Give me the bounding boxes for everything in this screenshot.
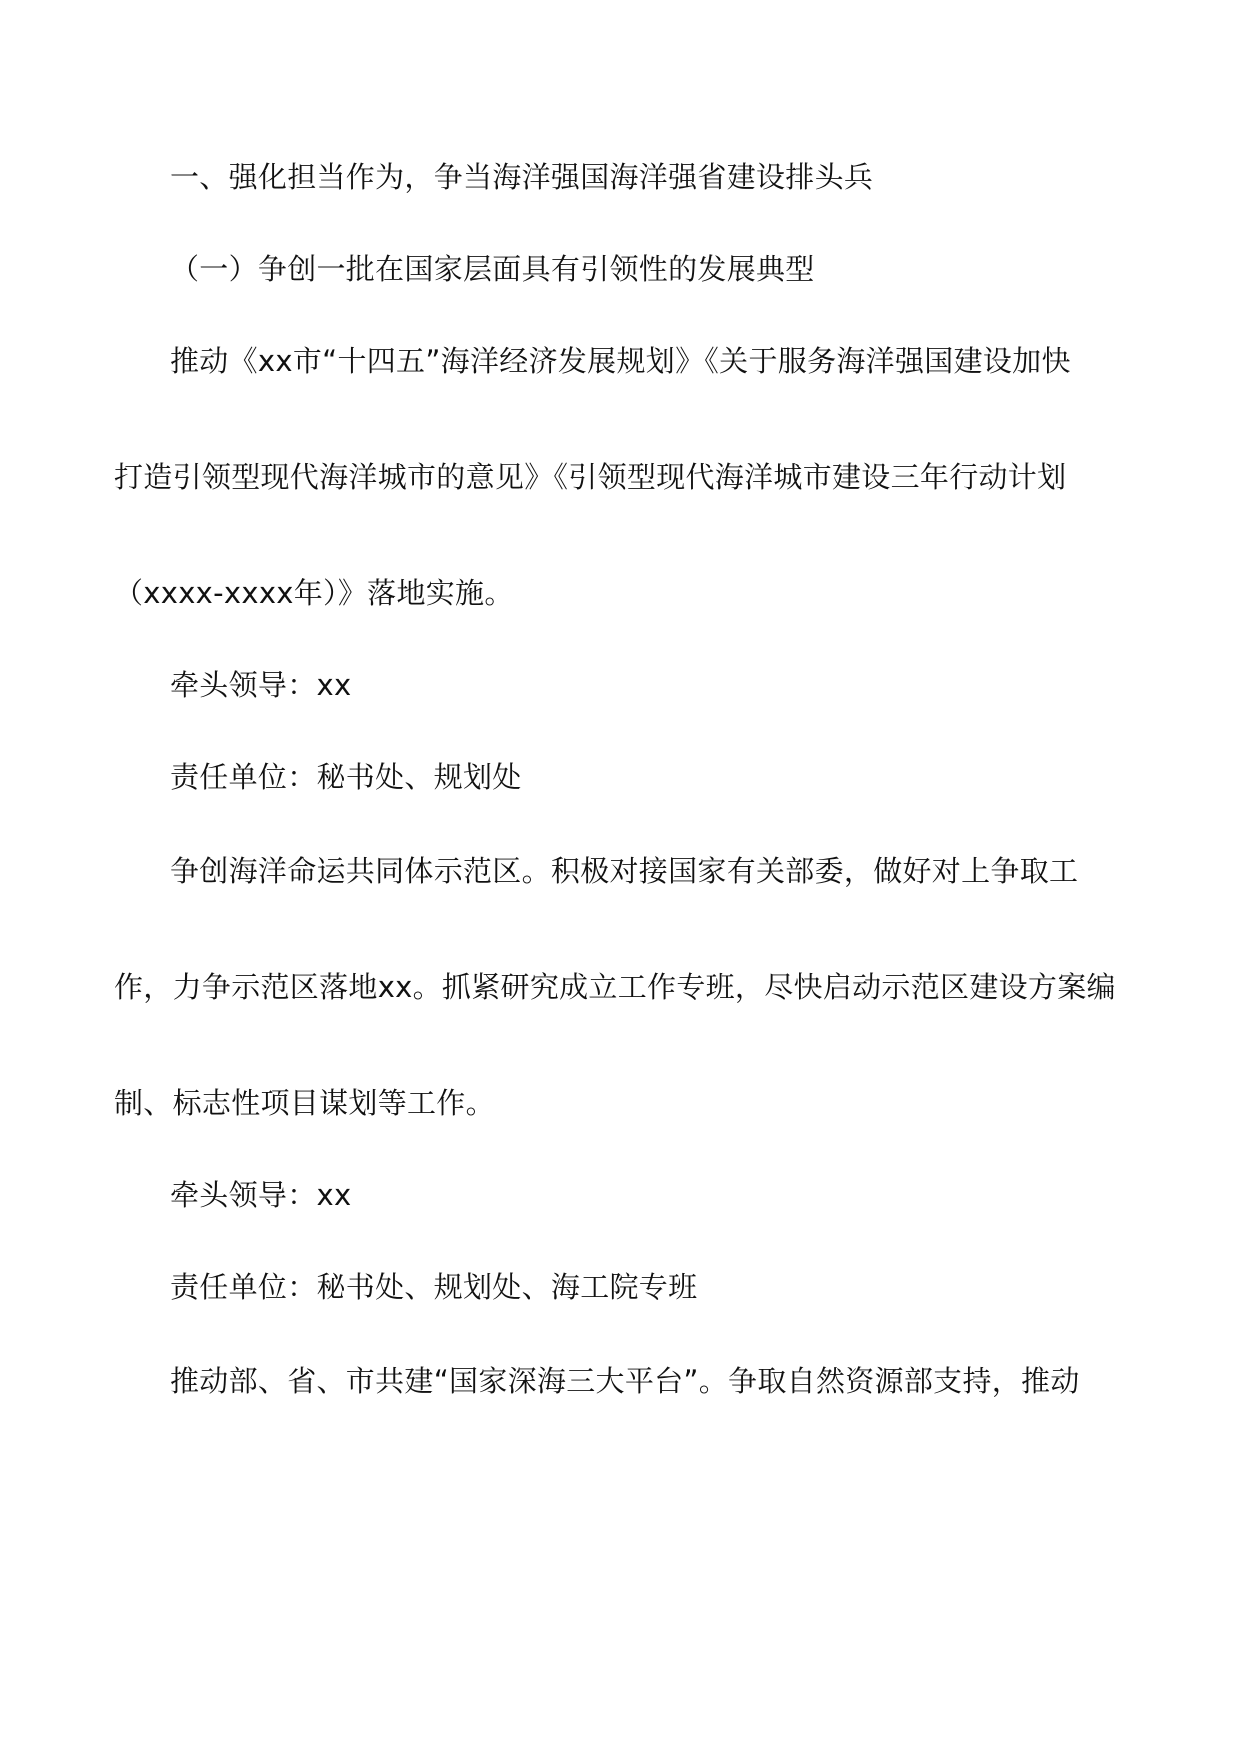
paragraph-line: 作，力争示范区落地xx。抓紧研究成立工作专班，尽快启动示范区建设方案编 bbox=[114, 970, 1116, 1004]
paragraph-line: （xxxx-xxxx年）》落地实施。 bbox=[114, 576, 514, 610]
paragraph-line: 打造引领型现代海洋城市的意见》《引领型现代海洋城市建设三年行动计划 bbox=[114, 460, 1067, 494]
paragraph-line: 推动部、省、市共建“国家深海三大平台”。争取自然资源部支持，推动 bbox=[170, 1364, 1080, 1398]
responsible-unit-line: 责任单位：秘书处、规划处 bbox=[170, 760, 522, 794]
section-heading: 一、强化担当作为，争当海洋强国海洋强省建设排头兵 bbox=[170, 160, 874, 194]
lead-leader-line: 牵头领导：xx bbox=[170, 668, 352, 702]
lead-leader-line: 牵头领导：xx bbox=[170, 1178, 352, 1212]
paragraph-line: 争创海洋命运共同体示范区。积极对接国家有关部委，做好对上争取工 bbox=[170, 854, 1079, 888]
paragraph-line: 推动《xx市“十四五”海洋经济发展规划》《关于服务海洋强国建设加快 bbox=[170, 344, 1071, 378]
responsible-unit-line: 责任单位：秘书处、规划处、海工院专班 bbox=[170, 1270, 698, 1304]
subsection-heading: （一）争创一批在国家层面具有引领性的发展典型 bbox=[170, 252, 815, 286]
paragraph-line: 制、标志性项目谋划等工作。 bbox=[114, 1086, 495, 1120]
